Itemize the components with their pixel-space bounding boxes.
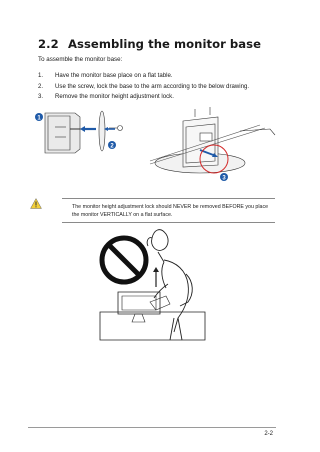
step-list (38, 72, 249, 104)
note-text: The monitor height adjustment lock should NEVER be removed BEFORE you place the monitor VERTICALLY on a flat surface. (72, 204, 269, 218)
callout-2: 2 (110, 143, 114, 150)
step-number: 2. (38, 82, 44, 90)
section-number: 2.2 (38, 37, 59, 51)
step-text: Have the monitor base place on a flat table. (55, 72, 173, 79)
note-top-rule (62, 198, 275, 199)
section-heading (38, 37, 261, 51)
page-number: 2-2 (264, 431, 273, 437)
step-number: 3. (38, 93, 44, 100)
warning-illustration (90, 222, 290, 342)
footer-rule (28, 427, 276, 428)
step-text: Use the screw, lock the base to the arm according to the below drawing. (55, 82, 250, 90)
intro-text: To assemble the monitor base: (38, 56, 123, 63)
callout-labels (0, 107, 300, 189)
step-text: Remove the monitor height adjustment lock. (55, 93, 174, 100)
callout-3: 3 (222, 175, 226, 182)
step-number: 1. (38, 72, 44, 79)
step-item (38, 83, 249, 94)
section-title: Assembling the monitor base (68, 37, 262, 51)
warning-triangle-icon (30, 198, 42, 209)
step-item (38, 72, 249, 83)
step-item (38, 93, 249, 104)
callout-1: 1 (37, 115, 41, 122)
